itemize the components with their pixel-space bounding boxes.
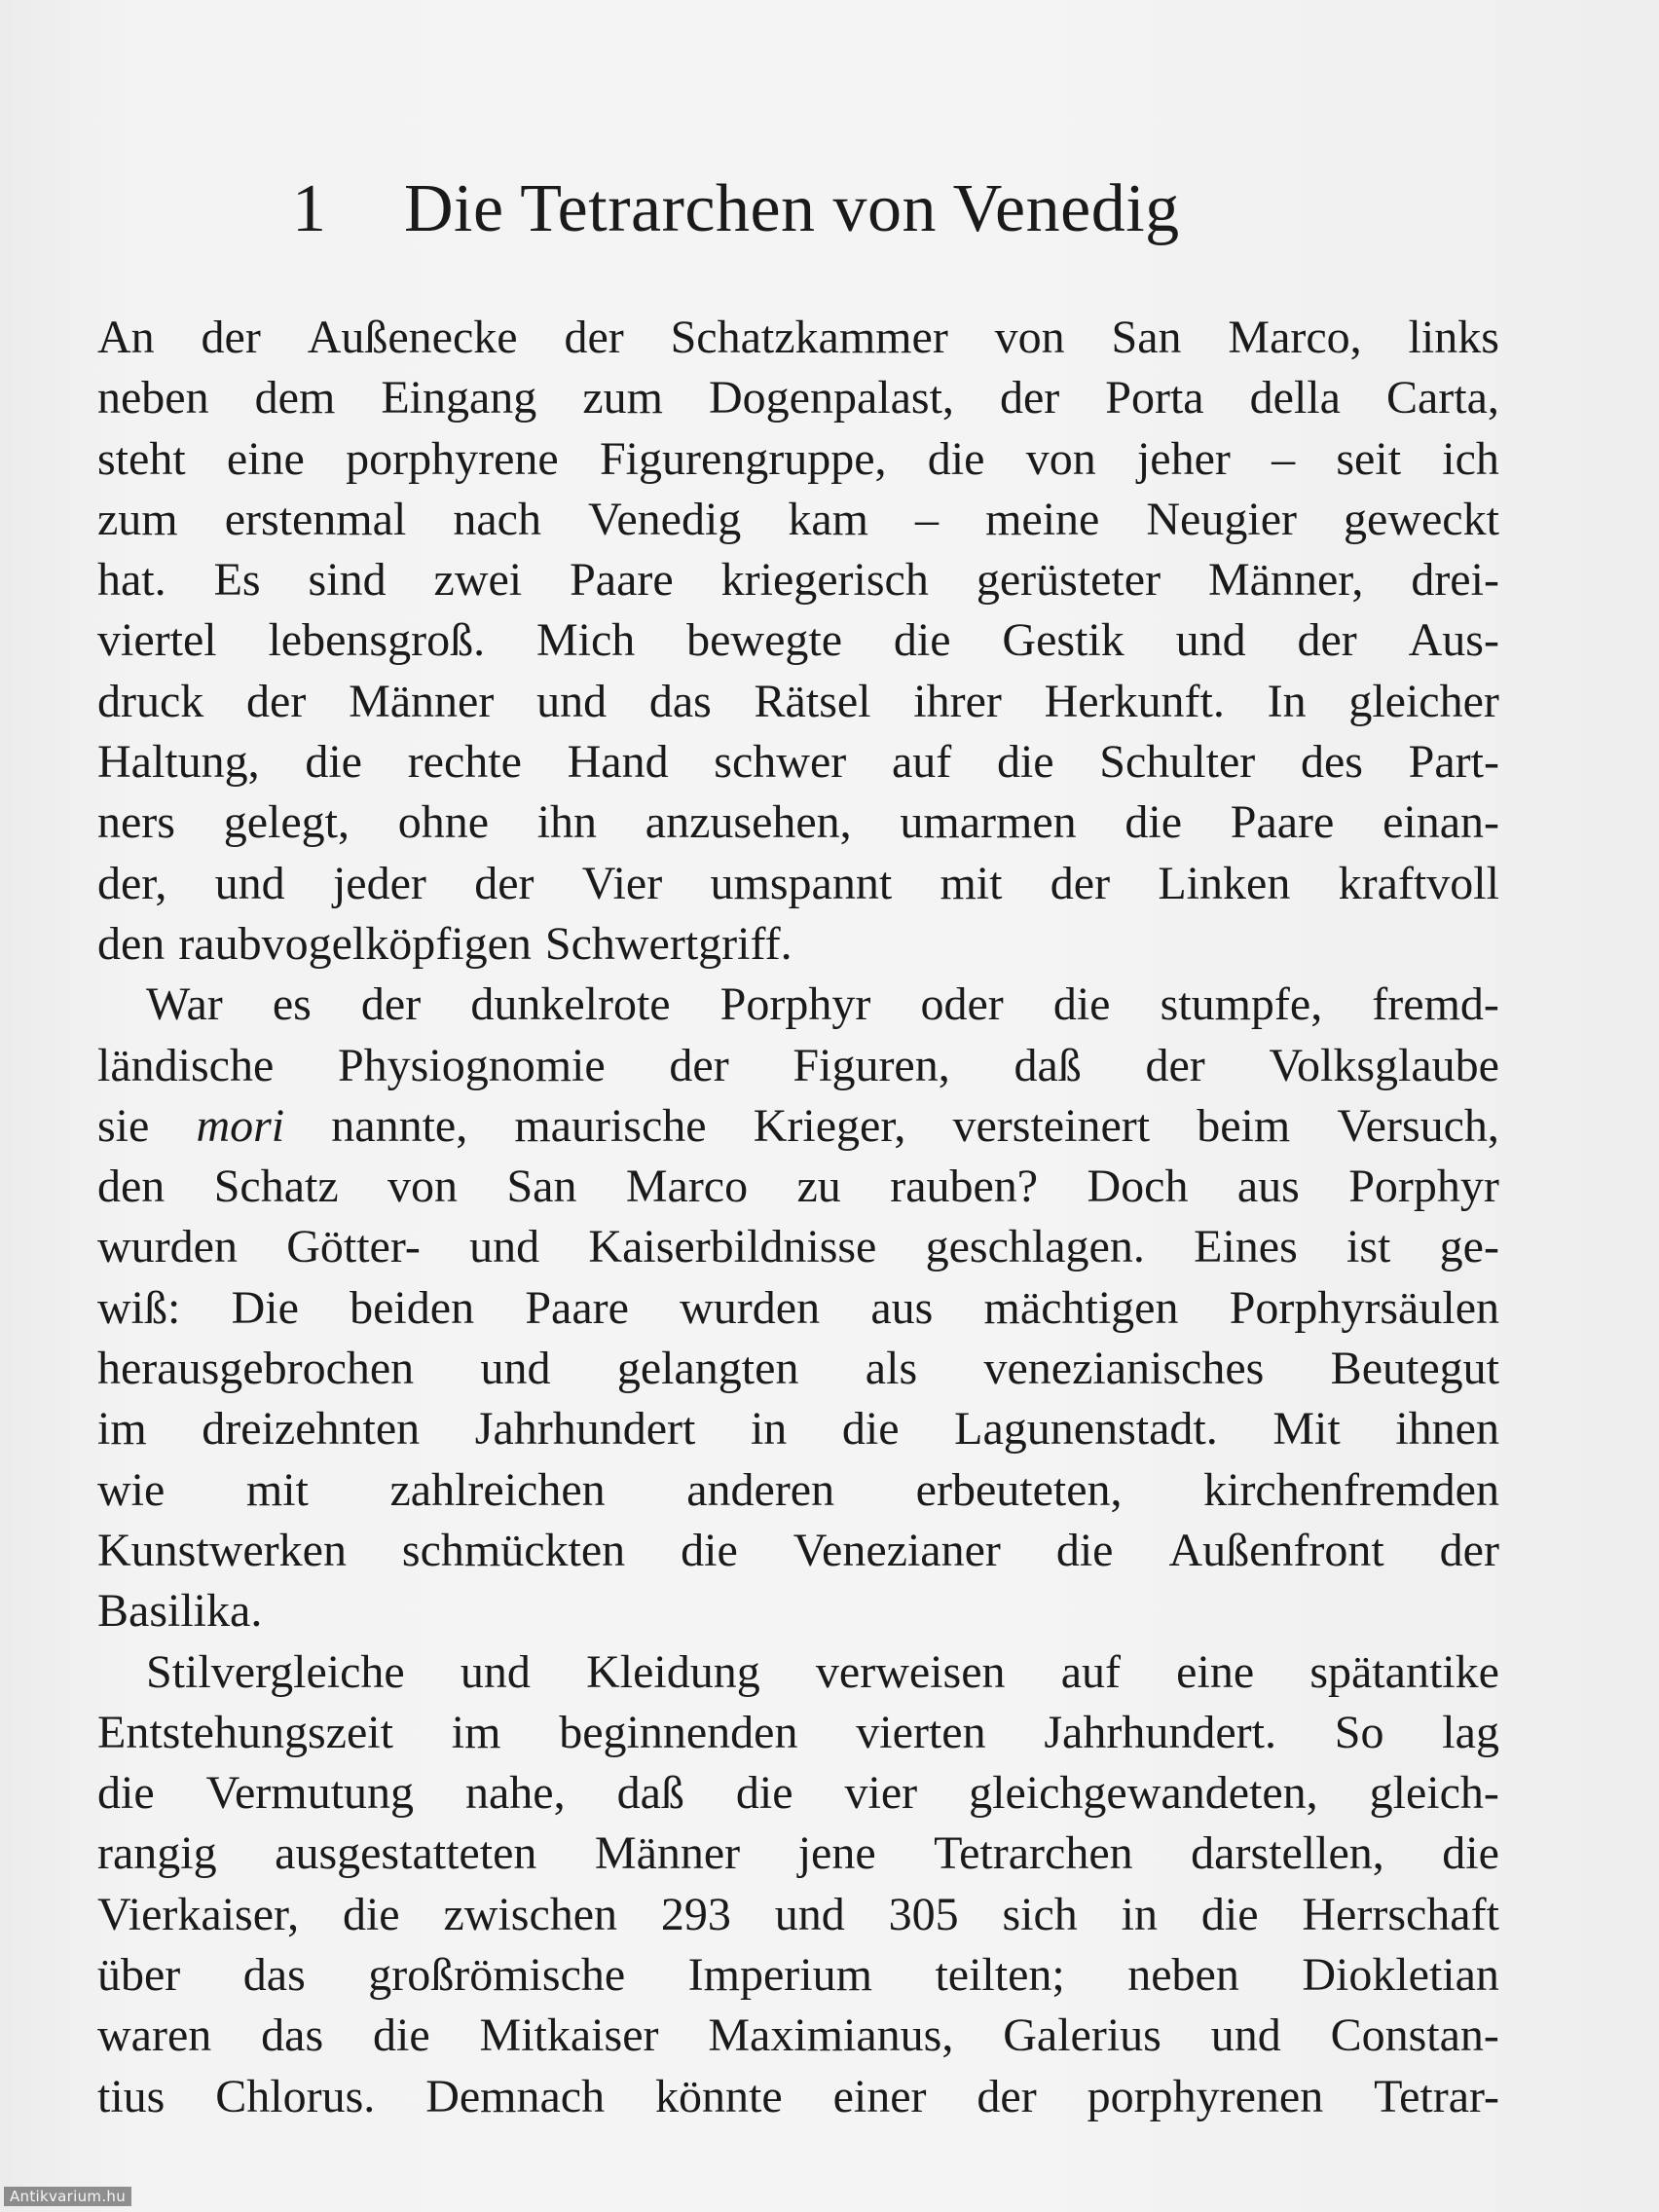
text-line: rangig ausgestatteten Männer jene Tetrarchen darstellen, die — [97, 1827, 1499, 1880]
text-line: herausgebrochen und gelangten als venezianisches Beutegut — [97, 1343, 1499, 1395]
text-line: viertel lebensgroß. Mich bewegte die Gestik und der Aus- — [97, 614, 1499, 667]
text-line: wurden Götter- und Kaiserbildnisse geschlagen. Eines ist ge- — [97, 1221, 1499, 1273]
body-text — [97, 308, 1499, 2127]
paragraph — [97, 975, 1499, 1641]
chapter-heading — [292, 166, 1180, 253]
text-line: ländische Physiognomie der Figuren, daß der Volksglaube — [97, 1039, 1499, 1091]
chapter-title: Die Tetrarchen von Venedig — [404, 171, 1180, 246]
text-line: Kunstwerken schmückten die Venezianer die Außenfront der — [97, 1524, 1499, 1576]
text-line: im dreizehnten Jahrhundert in die Lagunenstadt. Mit ihnen — [97, 1403, 1499, 1456]
text-line: wie mit zahlreichen anderen erbeuteten, kirchenfremden — [97, 1463, 1499, 1516]
text-line: sie mori nannte, maurische Krieger, versteinert beim Versuch, — [97, 1099, 1499, 1152]
text-line: Vierkaiser, die zwischen 293 und 305 sich in die Herrschaft — [97, 1888, 1499, 1940]
paragraph — [97, 1642, 1499, 2127]
text-line: ners gelegt, ohne ihn anzusehen, umarmen die Paare einan- — [97, 796, 1499, 849]
text-line: waren das die Mitkaiser Maximianus, Galerius und Constan- — [97, 2009, 1499, 2062]
text-line: druck der Männer und das Rätsel ihrer Herkunft. In gleicher — [97, 675, 1499, 727]
text-line: tius Chlorus. Demnach könnte einer der porphyrenen Tetrar- — [97, 2070, 1499, 2122]
chapter-number: 1 — [292, 171, 327, 246]
text-line: An der Außenecke der Schatzkammer von San Marco, links — [97, 312, 1499, 363]
text-line: steht eine porphyrene Figurengruppe, die von jeher – seit ich — [97, 432, 1499, 485]
text-line: Basilika. — [97, 1585, 263, 1638]
text-line: Entstehungszeit im beginnenden vierten Jahrhundert. So lag — [97, 1706, 1499, 1758]
text-line: zum erstenmal nach Venedig kam – meine Neugier geweckt — [97, 493, 1499, 545]
text-line: wiß: Die beiden Paare wurden aus mächtigen Porphyrsäulen — [97, 1281, 1499, 1334]
text-line: Stilvergleiche und Kleidung verweisen auf eine spätantike — [146, 1645, 1499, 1698]
paragraph — [97, 308, 1499, 975]
text-line: die Vermutung nahe, daß die vier gleichgewandeten, gleich- — [97, 1767, 1499, 1820]
text-line: Haltung, die rechte Hand schwer auf die Schulter des Part- — [97, 736, 1499, 789]
text-line: hat. Es sind zwei Paare kriegerisch gerüsteter Männer, drei- — [97, 554, 1499, 607]
text-line: neben dem Eingang zum Dogenpalast, der Porta della Carta, — [97, 372, 1499, 424]
text-line: den Schatz von San Marco zu rauben? Doch aus Porphyr — [97, 1161, 1499, 1213]
watermark: Antikvarium.hu — [4, 2187, 131, 2206]
text-line: über das großrömische Imperium teilten; neben Diokletian — [97, 1949, 1499, 2002]
text-line: der, und jeder der Vier umspannt mit der Linken kraftvoll — [97, 857, 1499, 909]
text-line: den raubvogelköpfigen Schwertgriff. — [97, 917, 793, 970]
text-line: War es der dunkelrote Porphyr oder die stumpfe, fremd- — [146, 978, 1499, 1031]
